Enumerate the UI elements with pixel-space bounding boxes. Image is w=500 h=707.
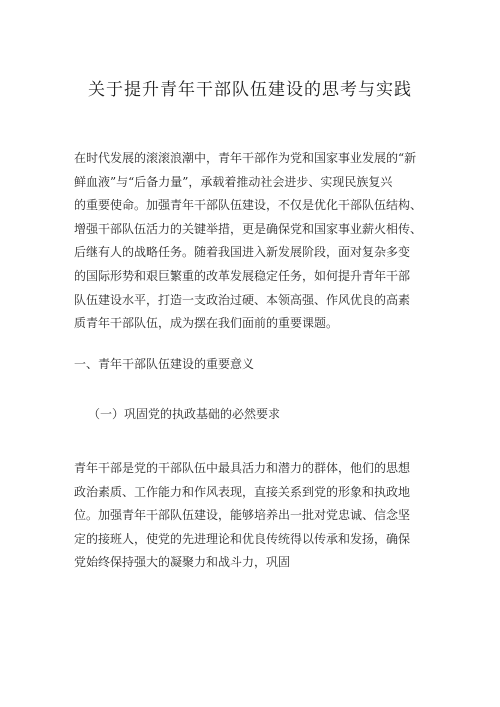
paragraph-line: 增强干部队伍活力的关键举措，更是确保党和国家事业薪火相传、 [74,221,423,236]
paragraph-line: 政治素质、工作能力和作风表现，直接关系到党的形象和执政地 [74,484,411,499]
document-title: 关于提升青年干部队伍建设的思考与实践 [88,80,412,100]
paragraph-line: 定的接班人，使党的先进理论和优良传统得以传承和发扬，确保 [74,531,411,546]
body-paragraph [74,457,434,575]
paragraph-line: 后继有人的战略任务。随着我国进入新发展阶段，面对复杂多变 [74,245,411,260]
paragraph-line: 青年干部是党的干部队伍中最具活力和潜力的群体，他们的思想 [74,461,411,475]
paragraph-line: 鲜血液”与“后备力量”，承载着推动社会进步、实现民族复兴 [74,174,393,189]
section-heading: 一、青年干部队伍建设的重要意义 [74,357,255,371]
paragraph-line: 队伍建设水平，打造一支政治过硬、本领高强、作风优良的高素 [74,292,411,307]
paragraph-line: 质青年干部队伍，成为摆在我们面前的重要课题。 [74,316,339,331]
paragraph-line: 的重要使命。加强青年干部队伍建设，不仅是优化干部队伍结构、 [74,198,423,213]
paragraph-line: 在时代发展的滚滚浪潮中，青年干部作为党和国家事业发展的“新 [74,151,417,165]
paragraph-line: 的国际形势和艰巨繁重的改革发展稳定任务，如何提升青年干部 [74,268,411,283]
subsection-heading: （一）巩固党的执政基础的必然要求 [88,407,281,421]
paragraph-line: 位。加强青年干部队伍建设，能够培养出一批对党忠诚、信念坚 [74,508,411,523]
intro-paragraph [74,147,434,336]
paragraph-line: 党始终保持强大的凝聚力和战斗力，巩固 [74,555,291,570]
